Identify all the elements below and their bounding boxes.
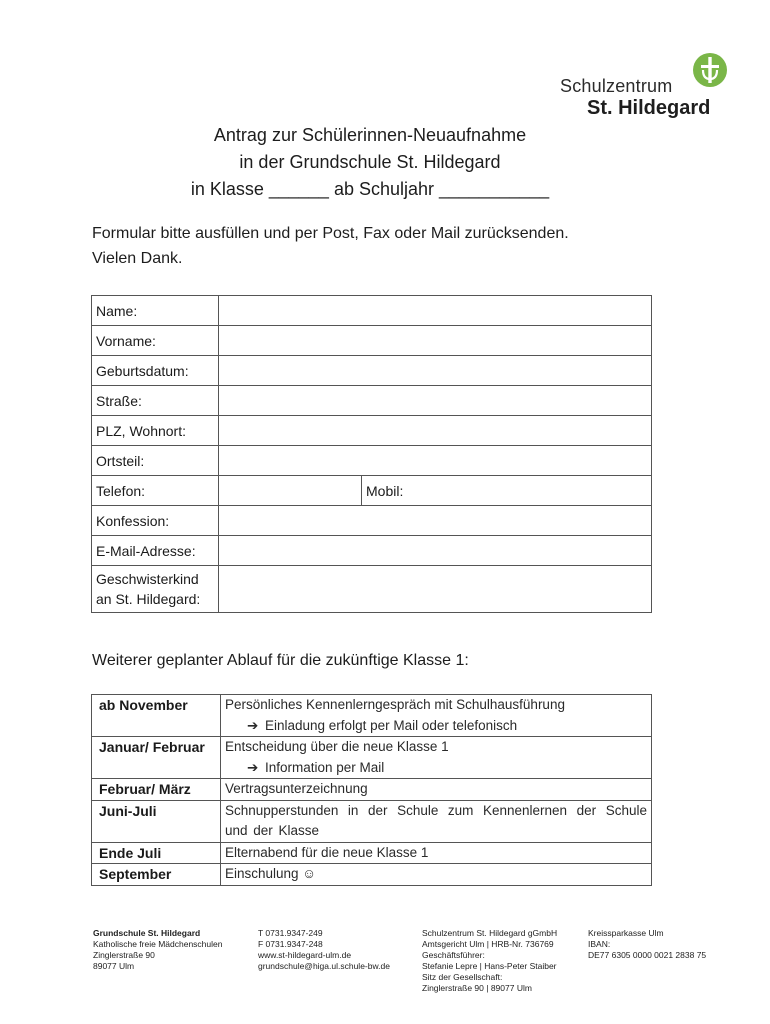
- title-line-2: in der Grundschule St. Hildegard: [239, 152, 501, 172]
- footer-school-type: Katholische freie Mädchenschulen: [93, 939, 223, 949]
- label-name: Name:: [92, 296, 219, 326]
- footer-company-name: Schulzentrum St. Hildegard gGmbH: [422, 928, 558, 938]
- schedule-row: [92, 737, 652, 779]
- schedule-when: ab November: [92, 695, 221, 737]
- arrow-right-icon: ➔: [247, 759, 259, 775]
- footer-iban: DE77 6305 0000 0021 2838 75: [588, 950, 707, 960]
- label-geschwister: [92, 566, 219, 613]
- schedule-subnote-text: Information per Mail: [265, 759, 385, 775]
- label-ortsteil: Ortsteil:: [92, 446, 219, 476]
- footer-manager-label: Geschäftsführer:: [422, 950, 485, 960]
- schedule-what: Vertragsunterzeichnung: [221, 779, 652, 801]
- form-row-vorname: [92, 326, 652, 356]
- field-geschwister[interactable]: [219, 566, 652, 613]
- schedule-when: Januar/ Februar: [92, 737, 221, 779]
- form-row-email: [92, 536, 652, 566]
- footer-city: 89077 Ulm: [93, 961, 135, 971]
- label-konfession: Konfession:: [92, 506, 219, 536]
- field-email[interactable]: [219, 536, 652, 566]
- schedule-subnote: [225, 716, 647, 737]
- field-ortsteil[interactable]: [219, 446, 652, 476]
- label-geburtsdatum: Geburtsdatum:: [92, 356, 219, 386]
- label-vorname: Vorname:: [92, 326, 219, 356]
- footer-iban-label: IBAN:: [588, 939, 611, 949]
- instructions: [92, 221, 569, 271]
- field-name[interactable]: [219, 296, 652, 326]
- instructions-line-2: Vielen Dank.: [92, 250, 183, 267]
- schedule-when: Ende Juli: [92, 842, 221, 864]
- schedule-when: September: [92, 864, 221, 886]
- schedule-what: Elternabend für die neue Klasse 1: [221, 842, 652, 864]
- logo-text-top: Schulzentrum: [560, 76, 673, 96]
- label-email: E-Mail-Adresse:: [92, 536, 219, 566]
- footer-register: Amtsgericht Ulm | HRB-Nr. 736769: [422, 939, 554, 949]
- form-row-konfession: [92, 506, 652, 536]
- field-geburtsdatum[interactable]: [219, 356, 652, 386]
- schedule-what: Einschulung ☺: [221, 864, 652, 886]
- form-row-telefon: [92, 476, 652, 506]
- schedule-row: [92, 695, 652, 737]
- label-plz: PLZ, Wohnort:: [92, 416, 219, 446]
- instructions-line-1: Formular bitte ausfüllen und per Post, Fax oder Mail zurücksenden.: [92, 225, 569, 242]
- schedule-what-text: Entscheidung über die neue Klasse 1: [225, 739, 449, 754]
- arrow-right-icon: ➔: [247, 717, 259, 733]
- schedule-row: [92, 800, 652, 842]
- field-mobil[interactable]: [362, 476, 652, 506]
- form-row-geschwister: [92, 566, 652, 613]
- form-row-geburtsdatum: [92, 356, 652, 386]
- schedule-when: Februar/ März: [92, 779, 221, 801]
- applicant-form: [91, 295, 652, 613]
- footer-phone: T 0731.9347-249: [258, 928, 323, 938]
- footer-email[interactable]: grundschule@higa.ul.schule-bw.de: [258, 961, 390, 971]
- school-logo: [556, 50, 736, 122]
- footer-school-name: Grundschule St. Hildegard: [93, 928, 201, 938]
- footer-bank: [588, 928, 706, 961]
- schedule-row: [92, 842, 652, 864]
- schedule-subnote: [225, 758, 647, 779]
- label-mobil: Mobil:: [366, 482, 404, 499]
- title-line-3: in Klasse ______ ab Schuljahr ___________: [190, 179, 550, 199]
- cross-circle-icon: [692, 52, 728, 88]
- field-strasse[interactable]: [219, 386, 652, 416]
- form-row-name: [92, 296, 652, 326]
- schedule-what: [221, 737, 652, 779]
- footer-company: [422, 928, 557, 994]
- footer-school-address: [93, 928, 222, 972]
- schedule-what-text: Persönliches Kennenlerngespräch mit Schulhausführung: [225, 697, 565, 712]
- plan-heading: Weiterer geplanter Ablauf für die zukünftige Klasse 1:: [92, 652, 469, 669]
- footer-fax: F 0731.9347-248: [258, 939, 323, 949]
- schedule-table: [91, 694, 652, 886]
- schedule-row: [92, 779, 652, 801]
- footer-seat: Zinglerstraße 90 | 89077 Ulm: [422, 983, 532, 993]
- field-konfession[interactable]: [219, 506, 652, 536]
- schedule-when: Juni-Juli: [92, 800, 221, 842]
- schedule-what: Schnupperstunden in der Schule zum Kennenlernen der Schule und der Klasse: [221, 800, 652, 842]
- label-geschwister-line-1: Geschwisterkind: [96, 571, 199, 587]
- field-telefon[interactable]: [219, 476, 362, 506]
- document-title: [100, 122, 640, 203]
- title-line-1: Antrag zur Schülerinnen-Neuaufnahme: [213, 125, 527, 145]
- field-vorname[interactable]: [219, 326, 652, 356]
- form-row-plz: [92, 416, 652, 446]
- footer-bank-name: Kreissparkasse Ulm: [588, 928, 664, 938]
- footer-contact: [258, 928, 390, 972]
- footer-seat-label: Sitz der Gesellschaft:: [422, 972, 503, 982]
- schedule-what: [221, 695, 652, 737]
- footer-website[interactable]: www.st-hildegard-ulm.de: [258, 950, 352, 960]
- label-telefon: Telefon:: [92, 476, 219, 506]
- field-plz[interactable]: [219, 416, 652, 446]
- footer-street: Zinglerstraße 90: [93, 950, 155, 960]
- schedule-row: [92, 864, 652, 886]
- footer-managers: Stefanie Lepre | Hans-Peter Staiber: [422, 961, 557, 971]
- schedule-subnote-text: Einladung erfolgt per Mail oder telefonisch: [265, 717, 518, 733]
- form-row-ortsteil: [92, 446, 652, 476]
- form-row-strasse: [92, 386, 652, 416]
- label-strasse: Straße:: [92, 386, 219, 416]
- logo-text-bottom: St. Hildegard: [587, 97, 711, 119]
- label-geschwister-line-2: an St. Hildegard:: [96, 591, 201, 607]
